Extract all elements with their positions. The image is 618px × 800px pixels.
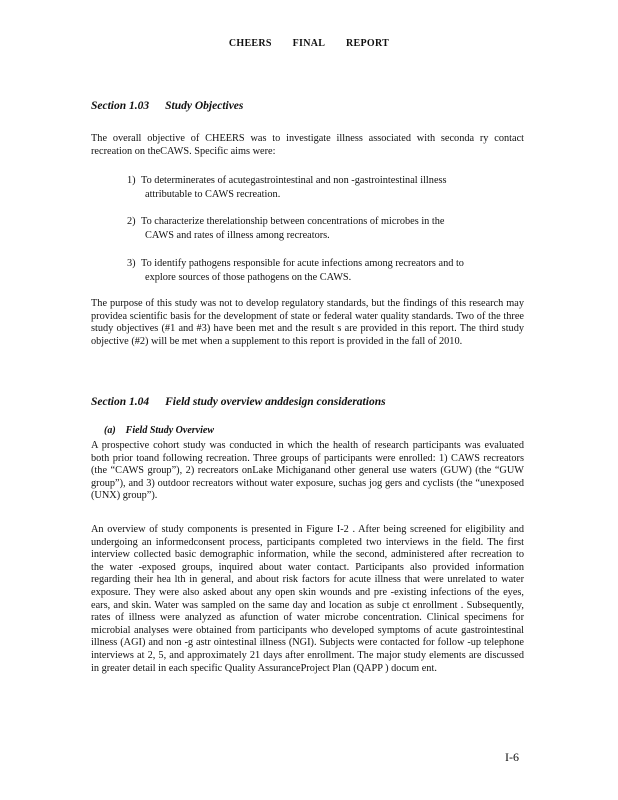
objective-number: 2) <box>127 216 136 227</box>
objective-text-continued: attributable to CAWS recreation. <box>145 189 281 200</box>
components-paragraph: An overview of study components is presented in Figure I-2 . After being screened for eligibility and undergoing an informedconsent process, participants completed two interviews in the field. The first interview collected basic demographic information, while the second, administered after recreation to the water -exposed groups, inquired about water contact. Participants also provided information regarding their hea lth in general, and about risk factors for acute illness that were unrelated to water exposure. They were also asked about any open skin wounds and pre -existing infections of the eyes, ears, and skin. Water was sampled on the same day and location as subje ct enrollment . Subsequently, rates of illness were analyzed as afunction of water microbe concentration. Clinical specimens for microbial analyses were obtained from participants who developed symptoms of acute gastrointestinal illness (AGI) and non -g astr ointestinal illness (NGI). Subjects were contacted for follow -up telephone interviews at 2, 5, and approximately 21 days after enrollment. The major study elements are discussed in greater detail in each specific Quality AssuranceProject Plan (QAPP ) docum ent. <box>91 524 524 674</box>
cohort-paragraph: A prospective cohort study was conducted in which the health of research participants was evaluated both prior toand following recreation. Three groups of participants were enrolled: 1) CAWS recreators (the “CAWS group”), 2) recreators onLake Michiganand other general use waters (GUW) (the “GUW group”), and 3) outdoor recreators without water exposure, suchas jog gers and cyclists (the “unexposed (UNX) group”). <box>91 440 524 502</box>
header-word: FINAL <box>292 38 326 49</box>
objectives-intro-paragraph: The overall objective of CHEERS was to investigate illness associated with seconda ry contact recreation on theCAWS. Specific aims were: <box>91 133 524 157</box>
header-word: REPORT <box>346 38 390 49</box>
objective-text: To characterize therelationship between concentrations of microbes in the <box>141 216 445 227</box>
section-title: Study Objectives <box>165 100 244 112</box>
purpose-paragraph: The purpose of this study was not to develop regulatory standards, but the findings of this research may providea scientific basis for the development of state or federal water quality standards. Two of the three study objectives (#1 and #3) have been met and the result s are provided in this report. The third study objective (#2) will be met when a supplement to this report is provided in the fall of 2010. <box>91 298 524 347</box>
objective-text: To identify pathogens responsible for acute infections among recreators and to <box>141 258 464 269</box>
running-header <box>0 38 618 49</box>
subsection-label: (a) <box>104 425 116 436</box>
section-number: Section 1.03 <box>91 100 150 112</box>
subsection-heading <box>104 425 224 436</box>
section-heading-field-study <box>91 396 402 408</box>
objective-number: 3) <box>127 258 136 269</box>
objective-text-continued: explore sources of those pathogens on the CAWS. <box>145 272 352 283</box>
objective-text: To determinerates of acutegastrointestinal and non -gastrointestinal illness <box>141 175 447 186</box>
objective-item <box>127 215 524 243</box>
section-heading-objectives <box>91 100 259 112</box>
objective-item <box>127 257 524 285</box>
subsection-title: Field Study Overview <box>125 425 214 436</box>
objective-item <box>127 174 524 202</box>
objective-text-continued: CAWS and rates of illness among recreators. <box>145 230 330 241</box>
header-word: CHEERS <box>228 38 272 49</box>
objective-number: 1) <box>127 175 136 186</box>
page-number: I-6 <box>505 750 519 764</box>
section-title: Field study overview anddesign considerations <box>165 396 386 408</box>
section-number: Section 1.04 <box>91 396 150 408</box>
